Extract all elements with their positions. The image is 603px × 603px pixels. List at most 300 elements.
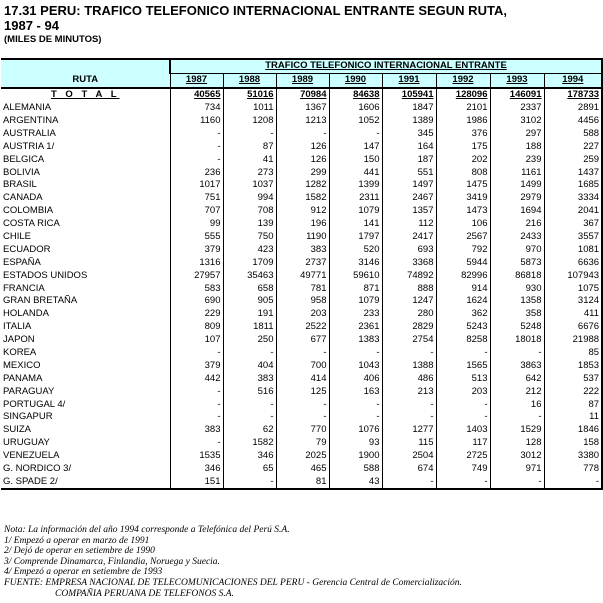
value-cell: 2504 (382, 450, 436, 463)
value-cell: 677 (276, 334, 329, 347)
table-row (1, 372, 602, 385)
value-cell: 128 (490, 437, 544, 450)
value-cell: 4456 (544, 115, 602, 128)
value-cell: 486 (382, 372, 436, 385)
value-cell: 383 (170, 424, 223, 437)
table-row (1, 463, 602, 476)
value-cell: 59610 (329, 269, 382, 282)
value-cell: - (382, 347, 436, 360)
value-cell: 1399 (329, 179, 382, 192)
value-cell: 2737 (276, 256, 329, 269)
value-cell: 1403 (436, 424, 490, 437)
value-cell: 273 (223, 166, 276, 179)
value-cell: 1316 (170, 256, 223, 269)
table-row (1, 398, 602, 411)
value-cell: 126 (276, 153, 329, 166)
route-name: FRANCIA (3, 282, 45, 294)
value-cell: - (382, 476, 436, 490)
value-cell: - (170, 347, 223, 360)
year-header: 1987 (170, 73, 223, 87)
route-name: COLOMBIA (3, 205, 54, 217)
value-cell: 1383 (329, 334, 382, 347)
value-cell: 1797 (329, 231, 382, 244)
route-name: BRASIL (3, 179, 37, 191)
value-cell: 1499 (490, 179, 544, 192)
value-cell: - (436, 347, 490, 360)
value-cell: 588 (329, 463, 382, 476)
route-name: SUIZA (3, 424, 31, 436)
value-cell: 141 (329, 218, 382, 231)
value-cell: 362 (436, 308, 490, 321)
value-cell: 212 (490, 385, 544, 398)
value-cell: - (544, 476, 602, 490)
value-cell: 18018 (490, 334, 544, 347)
value-cell: 1282 (276, 179, 329, 192)
value-cell: - (329, 398, 382, 411)
table-row (1, 269, 602, 282)
value-cell: 994 (223, 192, 276, 205)
value-cell: 1017 (170, 179, 223, 192)
year-header: 1990 (329, 73, 382, 87)
value-cell: 2311 (329, 192, 382, 205)
route-name: ARGENTINA (3, 115, 59, 126)
value-cell: 84638 (329, 88, 382, 102)
value-cell: 2567 (436, 231, 490, 244)
year-header: 1992 (436, 73, 490, 87)
route-name: G. NORDICO 3/ (3, 463, 72, 475)
value-cell: - (276, 398, 329, 411)
value-cell: 513 (436, 372, 490, 385)
value-cell: - (382, 411, 436, 424)
value-cell: 414 (276, 372, 329, 385)
value-cell: 674 (382, 463, 436, 476)
value-cell: 1847 (382, 102, 436, 115)
traffic-table (1, 58, 602, 490)
value-cell: 2337 (490, 102, 544, 115)
year-header: 1993 (490, 73, 544, 87)
value-cell: 2361 (329, 321, 382, 334)
value-cell: 239 (490, 153, 544, 166)
value-cell: 16 (490, 398, 544, 411)
value-cell: 1475 (436, 179, 490, 192)
value-cell: 49771 (276, 269, 329, 282)
value-cell: 1606 (329, 102, 382, 115)
value-cell: 520 (329, 243, 382, 256)
route-name: CHILE (3, 231, 31, 243)
value-cell: 1624 (436, 295, 490, 308)
group-header: TRAFICO TELEFONICO INTERNACIONAL ENTRANTE (170, 59, 602, 73)
value-cell: 700 (276, 359, 329, 372)
value-cell: - (382, 398, 436, 411)
value-cell: 196 (276, 218, 329, 231)
value-cell: 11 (544, 411, 602, 424)
value-cell: 6676 (544, 321, 602, 334)
value-cell: 1076 (329, 424, 382, 437)
route-name: PARAGUAY (3, 385, 55, 397)
value-cell: 1043 (329, 359, 382, 372)
value-cell: - (490, 476, 544, 490)
value-cell: 1037 (223, 179, 276, 192)
value-cell: - (223, 398, 276, 411)
table-row (1, 166, 602, 179)
value-cell: - (170, 140, 223, 153)
route-name: ITALIA (3, 321, 32, 333)
value-cell: 163 (329, 385, 382, 398)
value-cell: 1846 (544, 424, 602, 437)
table-row (1, 437, 602, 450)
value-cell: 125 (276, 385, 329, 398)
route-name: JAPON (3, 334, 35, 346)
value-cell: 87 (544, 398, 602, 411)
total-row (1, 88, 602, 102)
value-cell: 27957 (170, 269, 223, 282)
route-name: ESTADOS UNIDOS (3, 269, 88, 281)
value-cell: 441 (329, 166, 382, 179)
value-cell: 99 (170, 218, 223, 231)
value-cell: 404 (223, 359, 276, 372)
value-cell: 2101 (436, 102, 490, 115)
value-cell: 299 (276, 166, 329, 179)
value-cell: 2467 (382, 192, 436, 205)
footnote-line: 2/ Dejó de operar en setiembre de 1990 (4, 546, 155, 557)
value-cell: 914 (436, 282, 490, 295)
value-cell: 106 (436, 218, 490, 231)
value-cell: 117 (436, 437, 490, 450)
route-name: BOLIVIA (3, 166, 40, 178)
value-cell: 1582 (276, 192, 329, 205)
value-cell: 379 (170, 243, 223, 256)
table-row (1, 205, 602, 218)
value-cell: - (329, 127, 382, 140)
value-cell: 1358 (490, 295, 544, 308)
value-cell: 5873 (490, 256, 544, 269)
value-cell: 971 (490, 463, 544, 476)
value-cell: 1075 (544, 282, 602, 295)
value-cell: 749 (436, 463, 490, 476)
value-cell: 1011 (223, 102, 276, 115)
value-cell: 250 (223, 334, 276, 347)
value-cell: 888 (382, 282, 436, 295)
value-cell: 905 (223, 295, 276, 308)
value-cell: 1208 (223, 115, 276, 128)
value-cell: 259 (544, 153, 602, 166)
table-row (1, 411, 602, 424)
table-row (1, 115, 602, 128)
value-cell: 958 (276, 295, 329, 308)
value-cell: - (223, 347, 276, 360)
route-name: SINGAPUR (3, 411, 53, 423)
value-cell: 792 (436, 243, 490, 256)
route-name: CANADA (3, 192, 43, 204)
value-cell: 1497 (382, 179, 436, 192)
value-cell: 1367 (276, 102, 329, 115)
value-cell: 2041 (544, 205, 602, 218)
value-cell: 2829 (382, 321, 436, 334)
value-cell: 367 (544, 218, 602, 231)
value-cell: 1709 (223, 256, 276, 269)
value-cell: 65 (223, 463, 276, 476)
table-row (1, 321, 602, 334)
value-cell: - (329, 411, 382, 424)
value-cell: 750 (223, 231, 276, 244)
value-cell: - (329, 347, 382, 360)
table-row (1, 282, 602, 295)
value-cell: 3012 (490, 450, 544, 463)
value-cell: 1277 (382, 424, 436, 437)
value-cell: - (276, 347, 329, 360)
value-cell: - (436, 398, 490, 411)
value-cell: 770 (276, 424, 329, 437)
value-cell: - (436, 411, 490, 424)
table-row (1, 179, 602, 192)
value-cell: 751 (170, 192, 223, 205)
value-cell: 105941 (382, 88, 436, 102)
table-row (1, 347, 602, 360)
route-name: URUGUAY (3, 437, 50, 449)
value-cell: - (170, 437, 223, 450)
value-cell: - (276, 127, 329, 140)
value-cell: - (436, 476, 490, 490)
value-cell: 781 (276, 282, 329, 295)
value-cell: 202 (436, 153, 490, 166)
route-name: ALEMANIA (3, 102, 52, 114)
footnote-line: Nota: La información del año 1994 corresponde a Telefónica del Perú S.A. (4, 525, 290, 535)
value-cell: 35463 (223, 269, 276, 282)
value-cell: 5248 (490, 321, 544, 334)
value-cell: - (170, 411, 223, 424)
value-cell: 778 (544, 463, 602, 476)
table-row (1, 308, 602, 321)
page-subtitle: (MILES DE MINUTOS) (4, 34, 102, 45)
value-cell: 128096 (436, 88, 490, 102)
value-cell: 1900 (329, 450, 382, 463)
footnote-line: 3/ Comprende Dinamarca, Finlandia, Noruega y Suecia. (4, 556, 220, 567)
value-cell: 5944 (436, 256, 490, 269)
value-cell: 658 (223, 282, 276, 295)
value-cell: 1529 (490, 424, 544, 437)
table-row (1, 102, 602, 115)
value-cell: 5243 (436, 321, 490, 334)
value-cell: 87 (223, 140, 276, 153)
value-cell: 912 (276, 205, 329, 218)
value-cell: 411 (544, 308, 602, 321)
value-cell: 1190 (276, 231, 329, 244)
table-row (1, 256, 602, 269)
value-cell: 2891 (544, 102, 602, 115)
value-cell: 808 (436, 166, 490, 179)
value-cell: 85 (544, 347, 602, 360)
value-cell: 1247 (382, 295, 436, 308)
value-cell: 2979 (490, 192, 544, 205)
value-cell: 871 (329, 282, 382, 295)
route-name: COSTA RICA (3, 218, 60, 230)
value-cell: 2522 (276, 321, 329, 334)
value-cell: - (223, 476, 276, 490)
table-row (1, 192, 602, 205)
value-cell: - (170, 398, 223, 411)
value-cell: 2433 (490, 231, 544, 244)
value-cell: 2725 (436, 450, 490, 463)
value-cell: 3334 (544, 192, 602, 205)
value-cell: 151 (170, 476, 223, 490)
route-name: VENEZUELA (3, 450, 60, 462)
value-cell: 233 (329, 308, 382, 321)
value-cell: 227 (544, 140, 602, 153)
value-cell: 465 (276, 463, 329, 476)
value-cell: 1357 (382, 205, 436, 218)
value-cell: 346 (170, 463, 223, 476)
value-cell: 707 (170, 205, 223, 218)
value-cell: 423 (223, 243, 276, 256)
value-cell: 191 (223, 308, 276, 321)
value-cell: 150 (329, 153, 382, 166)
value-cell: 3863 (490, 359, 544, 372)
year-header: 1994 (544, 73, 602, 87)
table-row (1, 127, 602, 140)
value-cell: 62 (223, 424, 276, 437)
route-name: ECUADOR (3, 243, 51, 255)
value-cell: 297 (490, 127, 544, 140)
value-cell: 107 (170, 334, 223, 347)
value-cell: 376 (436, 127, 490, 140)
value-cell: 383 (223, 372, 276, 385)
value-cell: 1388 (382, 359, 436, 372)
value-cell: 51016 (223, 88, 276, 102)
value-cell: 1685 (544, 179, 602, 192)
value-cell: 1437 (544, 166, 602, 179)
value-cell: 3146 (329, 256, 382, 269)
value-cell: 236 (170, 166, 223, 179)
value-cell: 147 (329, 140, 382, 153)
route-name: HOLANDA (3, 308, 49, 320)
value-cell: 213 (382, 385, 436, 398)
table-row (1, 153, 602, 166)
value-cell: 516 (223, 385, 276, 398)
year-header: 1988 (223, 73, 276, 87)
value-cell: 70984 (276, 88, 329, 102)
value-cell: 2754 (382, 334, 436, 347)
value-cell: 126 (276, 140, 329, 153)
value-cell: 1389 (382, 115, 436, 128)
value-cell: 6636 (544, 256, 602, 269)
value-cell: 1853 (544, 359, 602, 372)
table-row (1, 218, 602, 231)
value-cell: 1160 (170, 115, 223, 128)
value-cell: 3557 (544, 231, 602, 244)
value-cell: 970 (490, 243, 544, 256)
value-cell: 93 (329, 437, 382, 450)
value-cell: - (223, 127, 276, 140)
ruta-header: RUTA (1, 73, 170, 87)
value-cell: 346 (223, 450, 276, 463)
value-cell: 21988 (544, 334, 602, 347)
value-cell: 551 (382, 166, 436, 179)
table-row (1, 243, 602, 256)
route-name: KOREA (3, 347, 37, 359)
value-cell: 188 (490, 140, 544, 153)
value-cell: 2025 (276, 450, 329, 463)
value-cell: 175 (436, 140, 490, 153)
value-cell: 1052 (329, 115, 382, 128)
value-cell: 40565 (170, 88, 223, 102)
route-name: AUSTRIA 1/ (3, 140, 55, 152)
value-cell: - (170, 385, 223, 398)
value-cell: 86818 (490, 269, 544, 282)
table-row (1, 424, 602, 437)
value-cell: 1079 (329, 205, 382, 218)
value-cell: 2417 (382, 231, 436, 244)
value-cell: 583 (170, 282, 223, 295)
value-cell: 8258 (436, 334, 490, 347)
value-cell: 3102 (490, 115, 544, 128)
value-cell: 588 (544, 127, 602, 140)
table-row (1, 359, 602, 372)
value-cell: - (490, 347, 544, 360)
value-cell: 930 (490, 282, 544, 295)
page-title (4, 3, 507, 33)
value-cell: 107943 (544, 269, 602, 282)
value-cell: 203 (276, 308, 329, 321)
value-cell: 1079 (329, 295, 382, 308)
footnotes (4, 525, 462, 599)
value-cell: 3368 (382, 256, 436, 269)
value-cell: 203 (436, 385, 490, 398)
value-cell: 1535 (170, 450, 223, 463)
value-cell: - (170, 153, 223, 166)
footnote-line: FUENTE: EMPRESA NACIONAL DE TELECOMUNICACIONES DEL PERU - Gerencia Central de Comercialización. (4, 577, 462, 588)
value-cell: 82996 (436, 269, 490, 282)
value-cell: - (276, 411, 329, 424)
value-cell: 379 (170, 359, 223, 372)
value-cell: - (223, 411, 276, 424)
route-name: MEXICO (3, 359, 41, 371)
value-cell: 1986 (436, 115, 490, 128)
value-cell: 1473 (436, 205, 490, 218)
header-blank (1, 59, 170, 73)
value-cell: 41 (223, 153, 276, 166)
value-cell: 690 (170, 295, 223, 308)
value-cell: 1081 (544, 243, 602, 256)
source-continuation: COMPAÑIA PERUANA DE TELEFONOS S.A. (55, 588, 234, 599)
value-cell: 158 (544, 437, 602, 450)
value-cell: 229 (170, 308, 223, 321)
table-row (1, 450, 602, 463)
route-name: G. SPADE 2/ (1, 476, 170, 490)
route-name: BELGICA (3, 153, 45, 165)
value-cell: 358 (490, 308, 544, 321)
value-cell: 139 (223, 218, 276, 231)
table-row (1, 334, 602, 347)
footnote-line: 4/ Empezó a operar en setiembre de 1993 (4, 567, 163, 578)
route-name: ESPAÑA (3, 256, 41, 268)
title-line-2: 1987 - 94 (4, 18, 59, 33)
value-cell: 555 (170, 231, 223, 244)
route-name: GRAN BRETAÑA (3, 295, 78, 307)
value-cell: 809 (170, 321, 223, 334)
value-cell: 280 (382, 308, 436, 321)
year-header: 1989 (276, 73, 329, 87)
table-row (1, 231, 602, 244)
value-cell: 537 (544, 372, 602, 385)
value-cell: 442 (170, 372, 223, 385)
route-name: AUSTRALIA (3, 127, 56, 139)
value-cell: - (170, 127, 223, 140)
value-cell: 642 (490, 372, 544, 385)
value-cell: 3124 (544, 295, 602, 308)
value-cell: 406 (329, 372, 382, 385)
route-name: T O T A L (50, 89, 120, 101)
value-cell: 222 (544, 385, 602, 398)
